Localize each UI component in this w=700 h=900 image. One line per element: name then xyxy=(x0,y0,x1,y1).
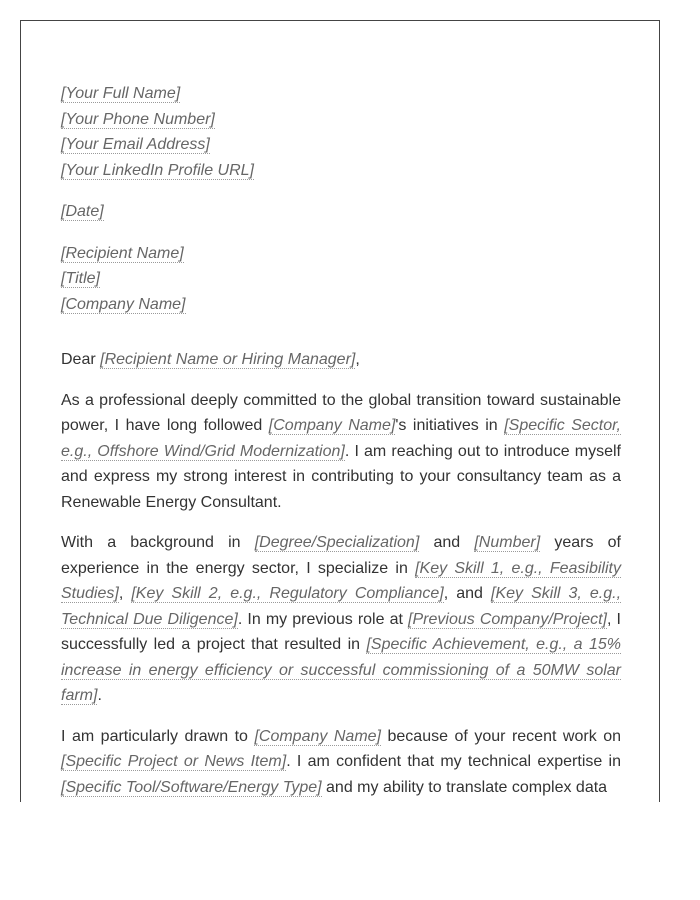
sender-email[interactable]: [Your Email Address] xyxy=(61,136,210,153)
para3-text-3: . I am confident that my technical expertise in xyxy=(286,753,622,770)
sender-full-name[interactable]: [Your Full Name] xyxy=(61,85,181,102)
sender-linkedin[interactable]: [Your LinkedIn Profile URL] xyxy=(61,161,254,179)
para2-text-3: years of experience in the energy sector, I specialize in xyxy=(61,534,622,577)
para2-degree[interactable]: [Degree/Specialization] xyxy=(254,534,420,551)
para3-text-4: and my ability to translate complex data xyxy=(321,778,608,796)
para2-key-skill-2[interactable]: [Key Skill 2, e.g., Regulatory Compliance] xyxy=(131,585,444,602)
date-block xyxy=(61,199,621,225)
salutation-prefix: Dear xyxy=(61,351,101,368)
para3-specific-project[interactable]: [Specific Project or News Item] xyxy=(61,753,287,770)
para2-text-2: and xyxy=(419,534,475,551)
sender-block xyxy=(61,81,621,183)
para2-years[interactable]: [Number] xyxy=(474,534,541,551)
para1-text-3: . I am reaching out to introduce myself and express my strong interest in contributing to your consultancy team as a Renewable Energy Consultant. xyxy=(61,442,621,511)
para3-company-name[interactable]: [Company Name] xyxy=(254,727,381,745)
para1-text-1: As a professional deeply committed to the global transition toward sustainable power, I have long followed xyxy=(61,391,621,434)
para2-text-1: With a background in xyxy=(61,534,255,551)
letter-body xyxy=(61,81,621,802)
para2-text-5: , and xyxy=(443,585,492,602)
letter-date[interactable]: [Date] xyxy=(61,203,104,220)
para1-text-2: 's initiatives in xyxy=(395,417,505,434)
para2-key-skill-1[interactable]: [Key Skill 1, e.g., Feasibility Studies] xyxy=(61,559,621,602)
para2-specific-achievement[interactable]: [Specific Achievement, e.g., a 15% increase in energy efficiency or successful commissioning of a 50MW solar farm] xyxy=(61,636,622,704)
paragraph-motivation xyxy=(61,724,621,801)
salutation-recipient[interactable]: [Recipient Name or Hiring Manager] xyxy=(100,351,356,368)
recipient-title[interactable]: [Title] xyxy=(61,270,100,287)
recipient-company[interactable]: [Company Name] xyxy=(61,295,186,313)
paragraph-intro xyxy=(61,388,621,516)
para3-specific-tool[interactable]: [Specific Tool/Software/Energy Type] xyxy=(61,778,322,796)
para3-text-2: because of your recent work on xyxy=(381,727,621,745)
paragraph-background xyxy=(61,530,621,709)
para2-text-4: , xyxy=(118,585,132,602)
letter-page xyxy=(20,20,660,802)
recipient-name[interactable]: [Recipient Name] xyxy=(61,244,184,262)
para2-text-7: , I successfully led a project that resulted in xyxy=(61,610,622,653)
para2-previous-company[interactable]: [Previous Company/Project] xyxy=(408,610,608,628)
salutation xyxy=(61,347,621,373)
salutation-suffix: , xyxy=(355,351,360,368)
para2-text-6: . In my previous role at xyxy=(237,610,409,628)
para3-text-1: I am particularly drawn to xyxy=(61,727,255,745)
para2-key-skill-3[interactable]: [Key Skill 3, e.g., Technical Due Diligence] xyxy=(61,585,622,628)
sender-phone[interactable]: [Your Phone Number] xyxy=(61,110,215,128)
para1-company-name[interactable]: [Company Name] xyxy=(268,417,396,434)
recipient-block xyxy=(61,241,621,318)
para1-specific-sector[interactable]: [Specific Sector, e.g., Offshore Wind/Grid Modernization] xyxy=(61,417,622,460)
para2-text-8: . xyxy=(97,687,102,704)
